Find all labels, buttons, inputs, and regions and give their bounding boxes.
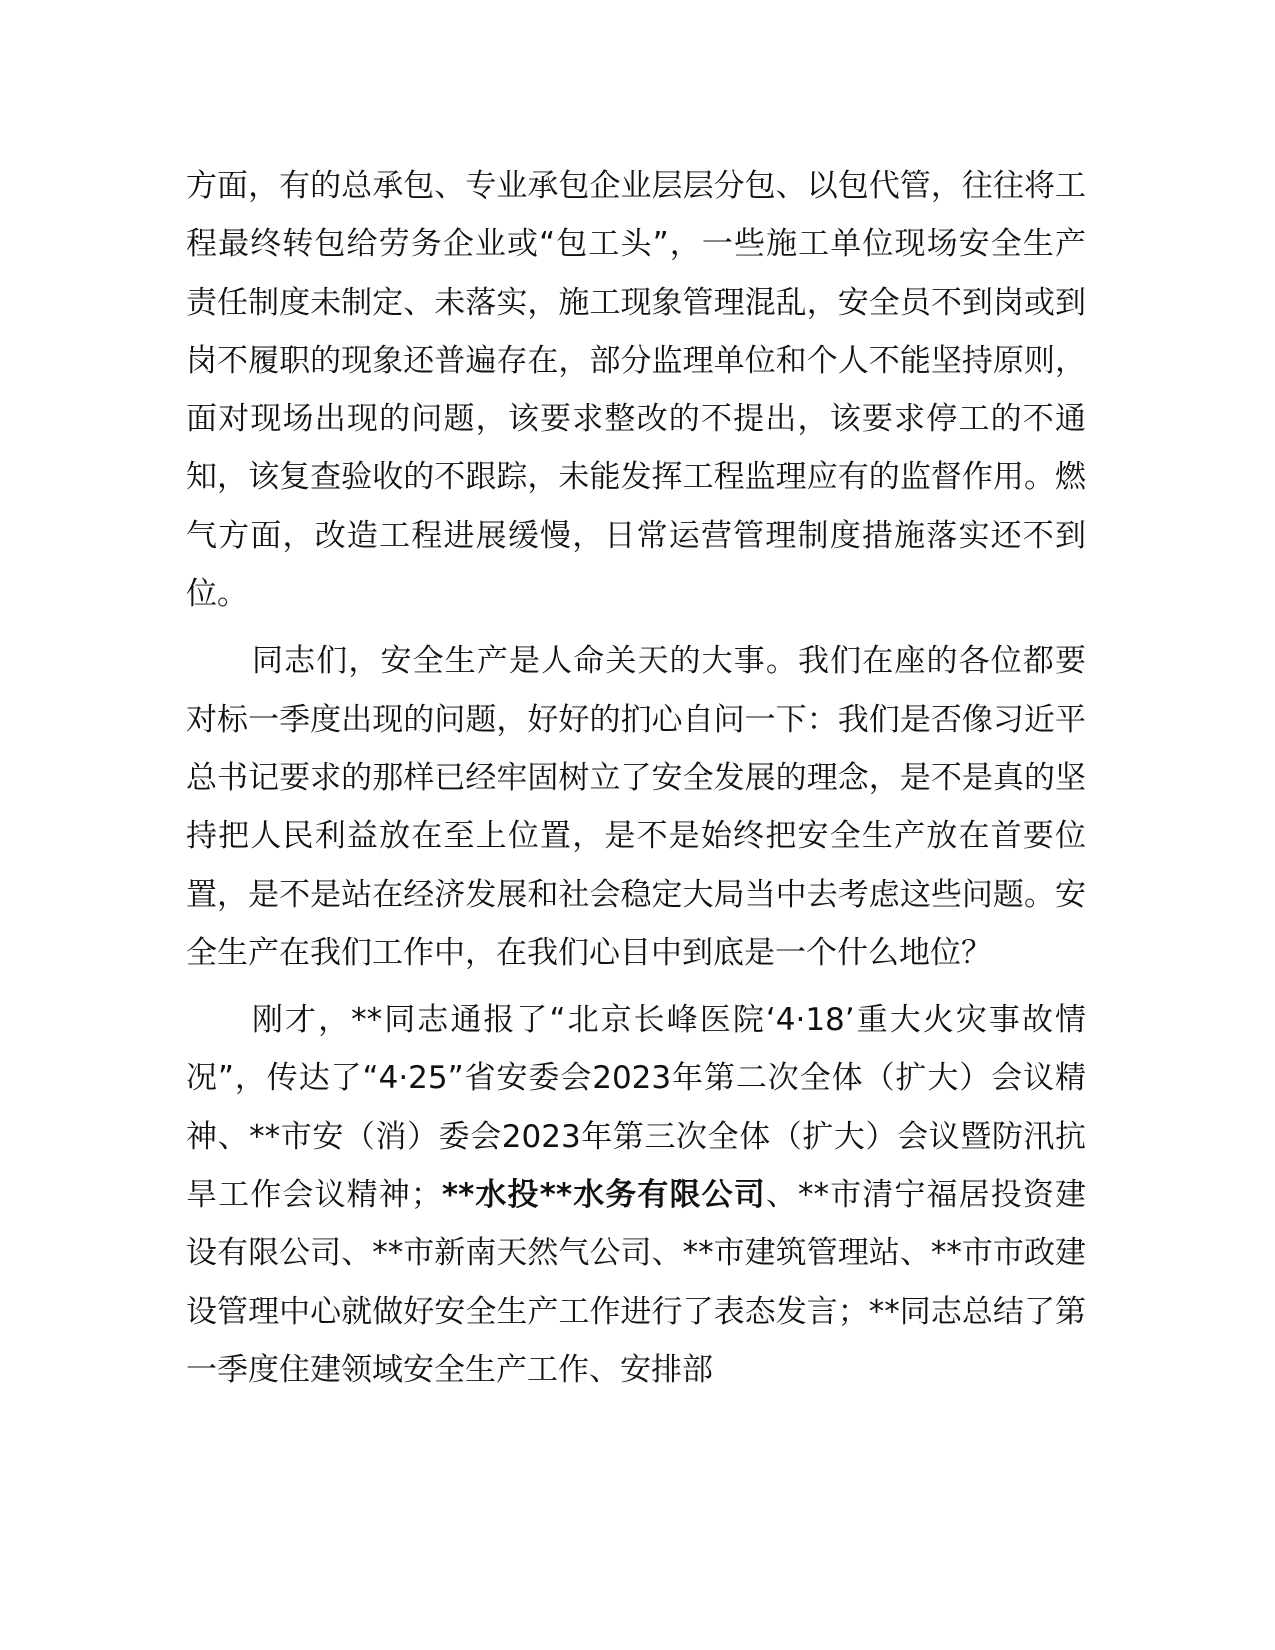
paragraph-safety-reflection — [186, 632, 1086, 982]
paragraph-text: 同志们，安全生产是人命关天的大事。我们在座的各位都要对标一季度出现的问题，好好的扪心自问一下：我们是否像习近平总书记要求的那样已经牢固树立了安全发展的理念，是不是真的坚持把人民利益放在至上位置，是不是始终把安全生产放在首要位置，是不是站在经济发展和社会稳定大局当中去考虑这些问题。安全生产在我们工作中，在我们心目中到底是一个什么地位？ — [186, 643, 1086, 971]
paragraph-meeting-summary — [186, 991, 1086, 1399]
paragraph-text: 刚才，**同志通报了“北京长峰医院‘4·18’重大火灾事故情况”，传达了“4·25”省安委会2023年第二次全体（扩大）会议精神、**市安（消）委会2023年第三次全体（扩大）会议暨防汛抗旱工作会议精神； — [186, 1002, 1086, 1214]
document-body — [186, 157, 1086, 1399]
paragraph-construction-issues — [186, 157, 1086, 623]
paragraph-text: 、**市清宁福居投资建设有限公司、**市新南天然气公司、**市建筑管理站、**市市政建设管理中心就做好安全生产工作进行了表态发言；**同志总结了第一季度住建领域安全生产工作、安排部 — [186, 1177, 1087, 1388]
paragraph-text: 方面，有的总承包、专业承包企业层层分包、以包代管，往往将工程最终转包给劳务企业或“包工头”，一些施工单位现场安全生产责任制度未制定、未落实，施工现象管理混乱，安全员不到岗或到岗不履职的现象还普遍存在，部分监理单位和个人不能坚持原则，面对现场出现的问题，该要求整改的不提出，该要求停工的不通知，该复查验收的不跟踪，未能发挥工程监理应有的监督作用。燃气方面，改造工程进展缓慢，日常运营管理制度措施落实还不到位。 — [186, 168, 1086, 613]
paragraph-bold-company: **水投**水务有限公司 — [441, 1177, 766, 1214]
